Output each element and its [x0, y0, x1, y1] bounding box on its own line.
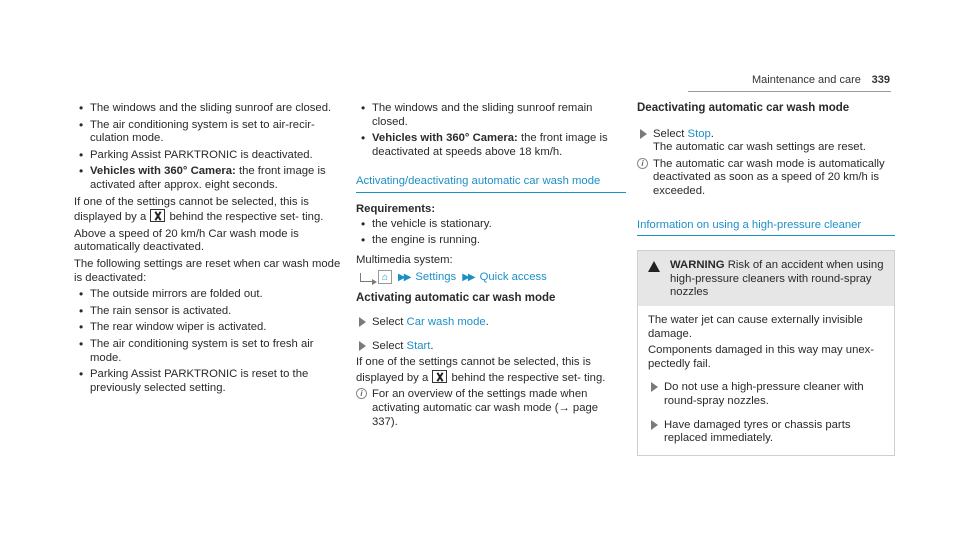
info-note — [356, 388, 626, 429]
section-title: Maintenance and care — [752, 74, 861, 86]
vehicles-360-label: Vehicles with 360° Camera: — [372, 132, 518, 145]
list-item: • The outside mirrors are folded out. — [74, 288, 344, 302]
unavailable-x-icon — [432, 370, 447, 383]
info-note — [637, 158, 895, 199]
subheading-car-wash-mode: Activating/deactivating automatic car wash mode — [356, 175, 626, 193]
list-item: • the vehicle is stationary. — [356, 218, 626, 232]
info-icon: i — [637, 158, 648, 169]
vehicles-360-text: the front image is activated after approx. eight seconds. — [90, 165, 326, 191]
double-chevron-icon: ▶▶ — [398, 271, 410, 283]
step-text: Do not use a high-pressure cleaner with round-spray nozzles. — [664, 381, 864, 407]
step-arrow-icon — [651, 420, 658, 430]
step-punct: . — [710, 127, 714, 140]
paragraph-text: behind the respective set- ting. — [451, 371, 606, 384]
list-item: • Parking Assist PARKTRONIC is reset to the previously selected setting. — [74, 368, 344, 395]
step-select-car-wash-mode — [356, 316, 626, 330]
page-number: 339 — [871, 74, 890, 86]
warning-step — [648, 419, 884, 446]
stop-link: Stop — [687, 127, 711, 140]
list-item: • Parking Assist PARKTRONIC is deactivated. — [74, 149, 344, 163]
step-punct: . — [430, 339, 434, 352]
info-icon: i — [356, 388, 367, 399]
warning-box — [637, 250, 895, 456]
info-text: The automatic car wash mode is automatically deactivated as soon as a speed of 20 km/h is exceeded. — [653, 157, 885, 197]
warning-label: WARNING — [670, 259, 725, 272]
list-item: • The rear window wiper is activated. — [74, 321, 344, 335]
column-2 — [356, 102, 626, 432]
step-arrow-icon — [640, 129, 647, 139]
activate-heading: Activating automatic car wash mode — [356, 292, 556, 305]
warning-body — [638, 306, 894, 455]
subheading-high-pressure: Information on using a high-pressure cleaner — [637, 219, 895, 237]
unavailable-x-icon — [150, 209, 165, 222]
warning-step — [648, 381, 884, 408]
start-link: Start — [406, 339, 431, 352]
vehicles-360-label: Vehicles with 360° Camera: — [90, 165, 236, 178]
deactivate-heading: Deactivating automatic car wash mode — [637, 102, 850, 114]
column-1 — [74, 102, 344, 398]
warning-text: Risk of an accident when using high-pressure cleaners with round-spray nozzles — [670, 259, 884, 299]
step-text: Have damaged tyres or chassis parts replaced immediately. — [664, 418, 851, 445]
info-text: For an overview of the settings made when activating automatic car wash mode (→ page 337). — [372, 388, 599, 428]
warning-paragraph: The water jet can cause externally invisible damage. — [648, 313, 863, 340]
warning-triangle-icon — [648, 261, 660, 272]
list-item: • The windows and the sliding sunroof remain closed. — [356, 102, 626, 129]
warning-text-block — [648, 259, 884, 300]
vehicles-360-text: the front image is deactivated at speeds above 18 km/h. — [372, 132, 608, 158]
paragraph-speed: Above a speed of 20 km/h Car wash mode is automatically deactivated. — [74, 227, 299, 254]
step-result: The automatic car wash settings are reset. — [653, 141, 866, 154]
paragraph-text: If one of the settings cannot be selected, this is displayed by a — [356, 356, 591, 384]
column-3 — [637, 102, 895, 456]
list-item: • The air conditioning system is set to fresh air mode. — [74, 338, 344, 365]
paragraph-reset: The following settings are reset when car wash mode is deactivated: — [74, 257, 341, 284]
multimedia-label: Multimedia system: — [356, 253, 453, 266]
requirements-label: Requirements: — [356, 202, 436, 215]
paragraph-unavailable-setting — [74, 196, 344, 225]
double-chevron-icon: ▶▶ — [462, 271, 474, 283]
list-item-360-camera — [74, 165, 344, 192]
step-punct: . — [485, 315, 489, 328]
header-divider — [688, 91, 891, 92]
paragraph-text: behind the respective set- ting. — [169, 211, 324, 224]
menu-quick-access: Quick access — [479, 270, 547, 283]
menu-settings: Settings — [415, 270, 457, 283]
step-arrow-icon — [651, 382, 658, 392]
page-header — [752, 74, 890, 88]
home-icon: ⌂ — [378, 270, 392, 284]
list-item: • The air conditioning system is set to air-recir- culation mode. — [74, 119, 344, 146]
warning-header — [638, 251, 894, 306]
list-item: • The rain sensor is activated. — [74, 305, 344, 319]
menu-path-arrow-icon — [360, 273, 372, 282]
warning-paragraph: Components damaged in this way may unex- pectedly fail. — [648, 344, 875, 370]
paragraph-unavailable-setting — [356, 356, 626, 385]
list-item: • The windows and the sliding sunroof are closed. — [74, 102, 344, 116]
menu-path — [356, 270, 626, 284]
step-text: Select — [372, 339, 404, 352]
step-select-stop — [637, 128, 895, 142]
list-item: • the engine is running. — [356, 234, 626, 248]
step-arrow-icon — [359, 341, 366, 351]
list-item-360-camera — [356, 132, 626, 159]
step-arrow-icon — [359, 317, 366, 327]
step-text: Select — [372, 315, 404, 328]
step-text: Select — [653, 127, 685, 140]
step-select-start — [356, 340, 626, 354]
car-wash-mode-link: Car wash mode — [406, 315, 486, 328]
paragraph-text: If one of the settings cannot be selected, this is displayed by a — [74, 195, 309, 224]
